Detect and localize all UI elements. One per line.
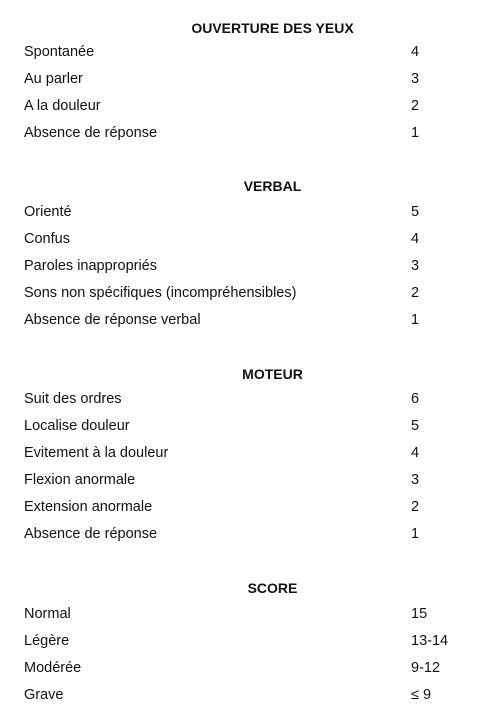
item-score: 1 bbox=[411, 125, 420, 141]
item-label: Suit des ordres bbox=[24, 391, 122, 407]
list-item bbox=[24, 443, 464, 463]
item-score: 4 bbox=[411, 44, 420, 60]
list-item bbox=[24, 283, 464, 303]
list-item bbox=[24, 229, 464, 249]
item-score: 4 bbox=[411, 231, 420, 247]
item-label: Orienté bbox=[24, 204, 72, 220]
item-label: Normal bbox=[24, 606, 71, 622]
item-label: Absence de réponse verbal bbox=[24, 312, 201, 328]
list-item bbox=[24, 631, 464, 651]
list-item bbox=[24, 256, 464, 276]
list-item bbox=[24, 69, 464, 89]
item-label: A la douleur bbox=[24, 98, 101, 114]
item-label: Sons non spécifiques (incompréhensibles) bbox=[24, 285, 297, 301]
list-item bbox=[24, 604, 464, 624]
item-label: Grave bbox=[24, 687, 64, 703]
list-item bbox=[24, 96, 464, 116]
item-label: Extension anormale bbox=[24, 499, 153, 515]
list-item bbox=[24, 123, 464, 143]
item-label: Au parler bbox=[24, 71, 83, 87]
list-item bbox=[24, 497, 464, 517]
section-title: VERBAL bbox=[243, 178, 302, 194]
item-label: Paroles inappropriés bbox=[24, 258, 157, 274]
section-title: SCORE bbox=[247, 580, 298, 596]
item-label: Légère bbox=[24, 633, 70, 649]
item-score: 1 bbox=[411, 526, 420, 542]
list-item bbox=[24, 416, 464, 436]
item-score: ≤ 9 bbox=[411, 687, 432, 703]
list-item bbox=[24, 658, 464, 678]
item-score: 3 bbox=[411, 258, 420, 274]
list-item bbox=[24, 389, 464, 409]
section-title: OUVERTURE DES YEUX bbox=[191, 20, 354, 36]
item-score: 5 bbox=[411, 204, 420, 220]
item-label: Flexion anormale bbox=[24, 472, 136, 488]
item-label: Modérée bbox=[24, 660, 82, 676]
list-item bbox=[24, 202, 464, 222]
item-label: Spontanée bbox=[24, 44, 95, 60]
item-score: 3 bbox=[411, 472, 420, 488]
item-score: 5 bbox=[411, 418, 420, 434]
list-item bbox=[24, 524, 464, 544]
item-score: 1 bbox=[411, 312, 420, 328]
item-score: 15 bbox=[411, 606, 428, 622]
item-score: 3 bbox=[411, 71, 420, 87]
list-item bbox=[24, 310, 464, 330]
list-item bbox=[24, 470, 464, 490]
item-score: 9-12 bbox=[411, 660, 441, 676]
item-label: Absence de réponse bbox=[24, 125, 158, 141]
item-score: 13-14 bbox=[411, 633, 449, 649]
item-score: 4 bbox=[411, 445, 420, 461]
item-label: Localise douleur bbox=[24, 418, 130, 434]
list-item bbox=[24, 42, 464, 62]
list-item bbox=[24, 685, 464, 705]
item-label: Evitement à la douleur bbox=[24, 445, 169, 461]
item-score: 6 bbox=[411, 391, 420, 407]
item-score: 2 bbox=[411, 98, 420, 114]
item-label: Absence de réponse bbox=[24, 526, 158, 542]
item-score: 2 bbox=[411, 499, 420, 515]
item-score: 2 bbox=[411, 285, 420, 301]
section-title: MOTEUR bbox=[242, 366, 303, 382]
item-label: Confus bbox=[24, 231, 70, 247]
